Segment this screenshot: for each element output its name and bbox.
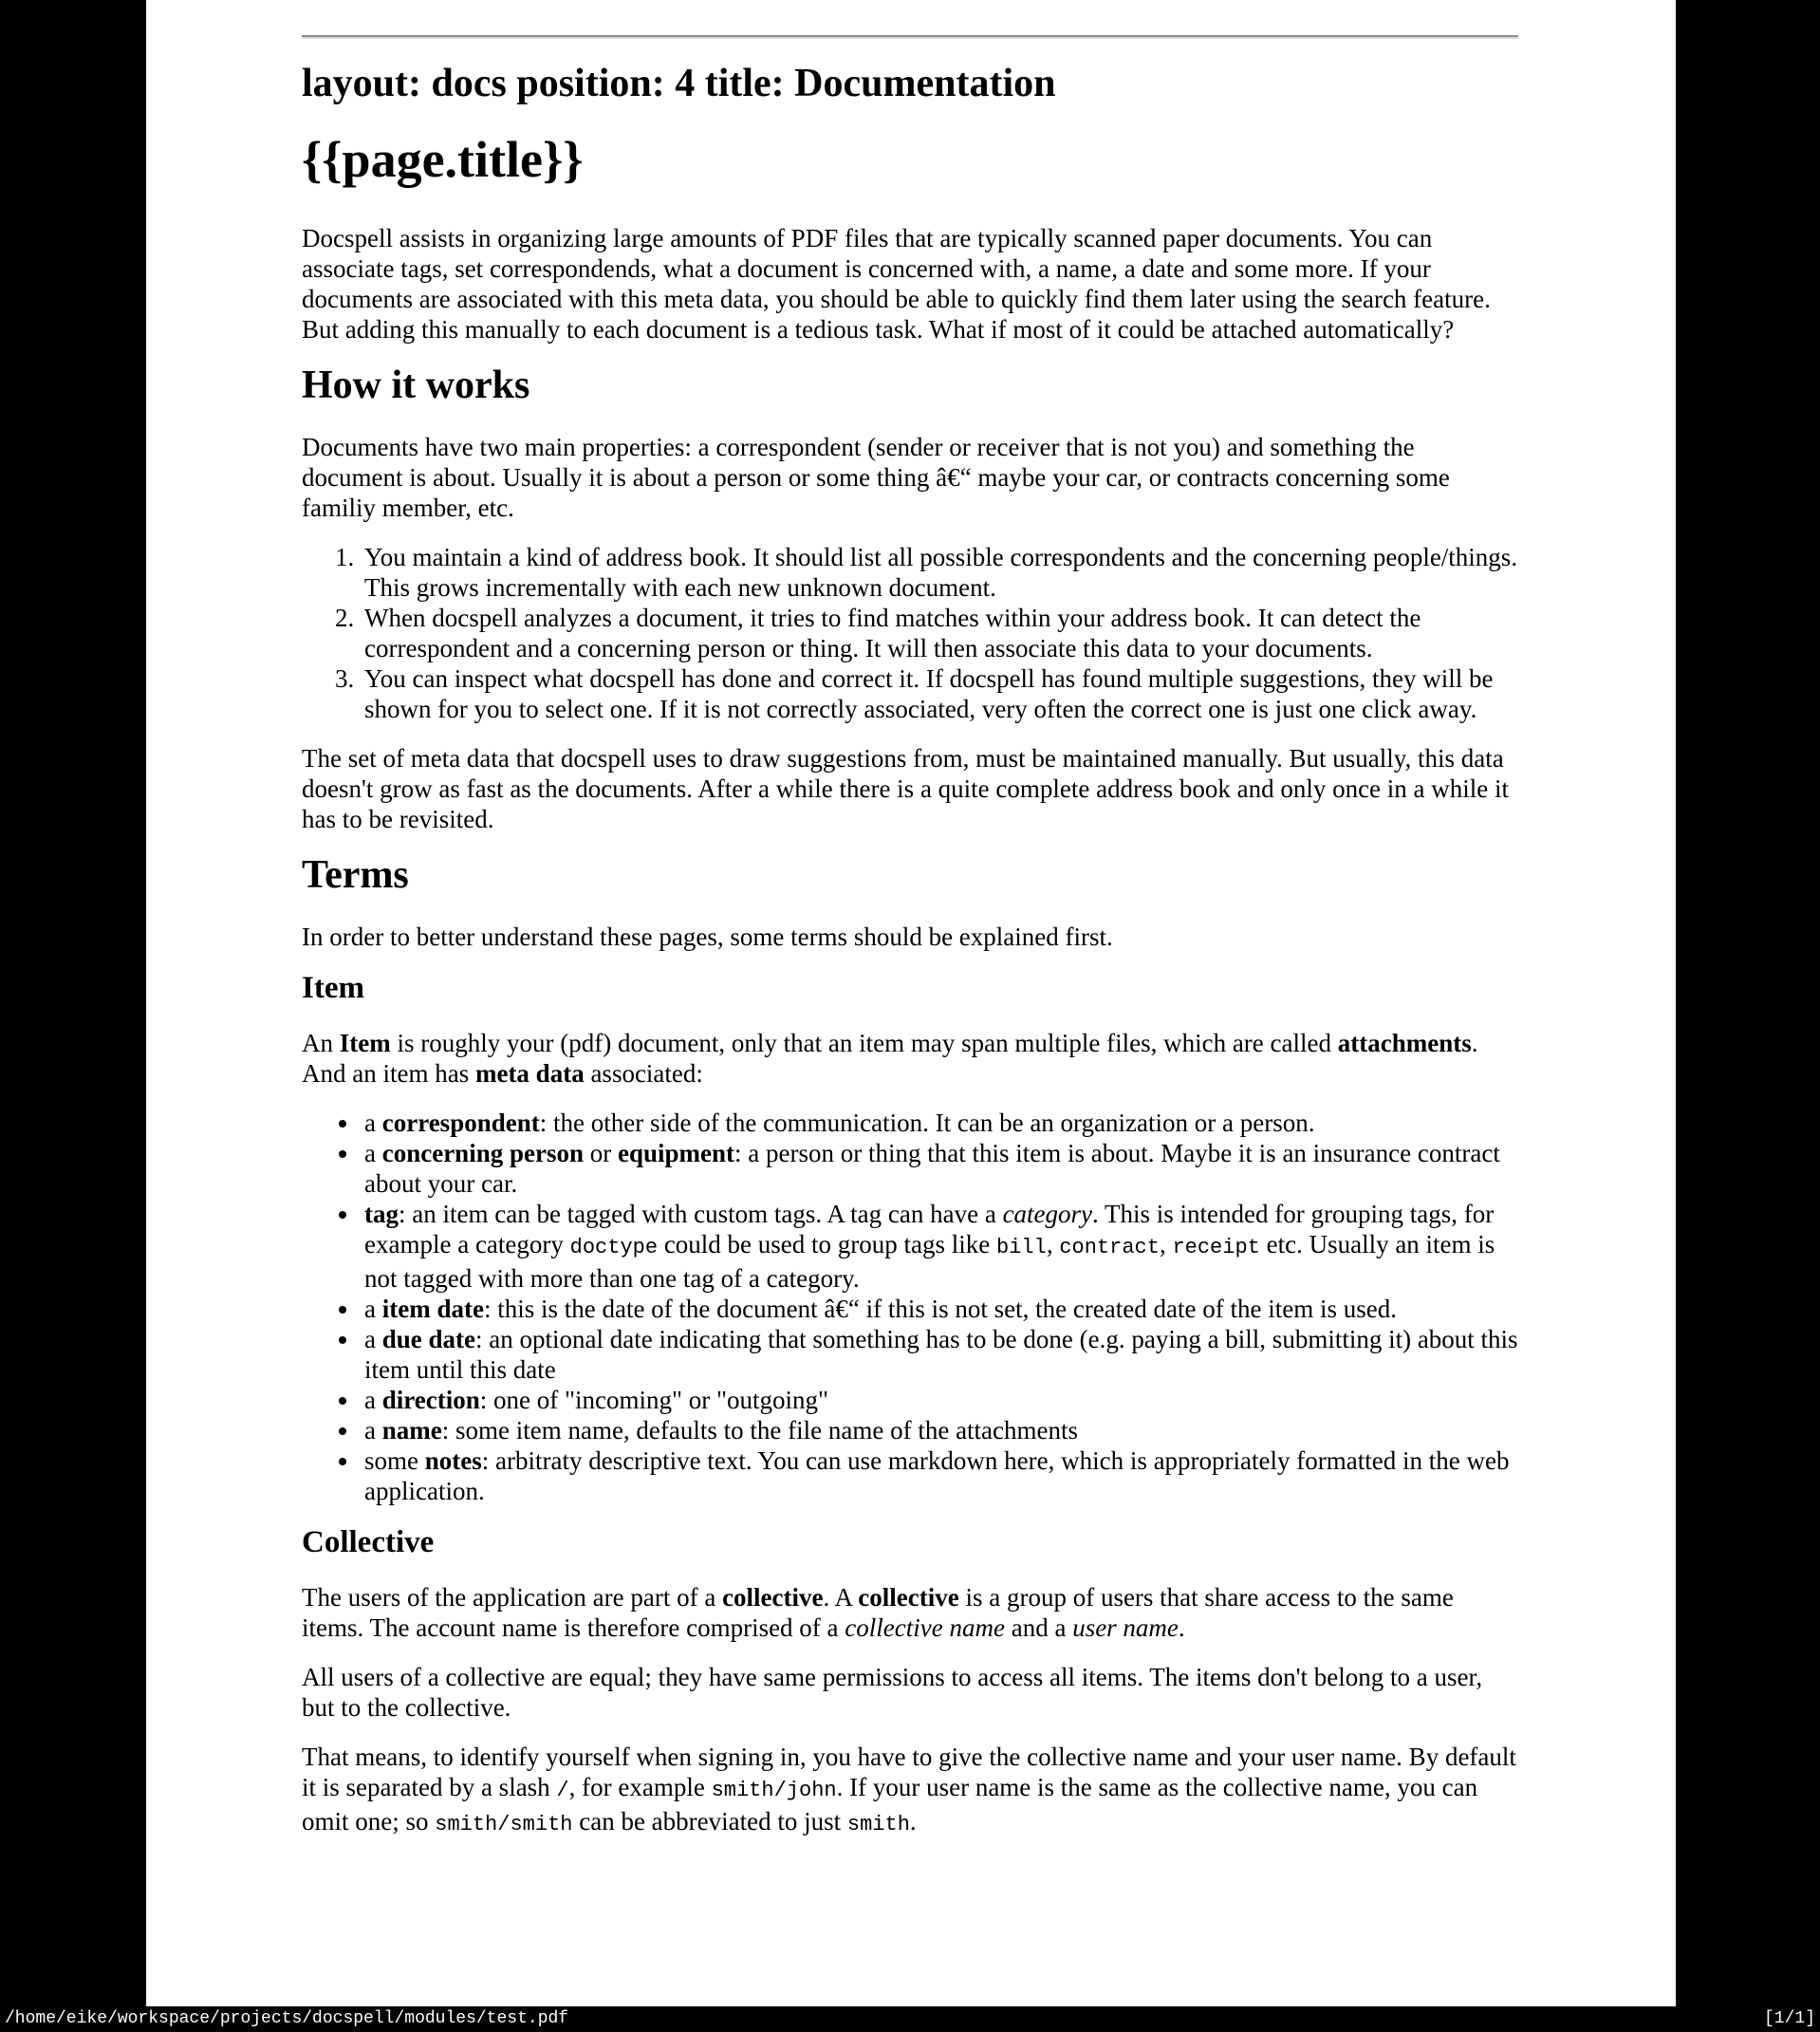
collective-paragraph-3: That means, to identify yourself when signing in, you have to give the collective name and your user name. By default it is separated by a slash /, for example smith/john. If your user name is the same as the collective name, you can omit one; so smith/smith can be abbreviated to just smith. (302, 1743, 1516, 1836)
item-heading: Item (302, 971, 364, 1005)
front-matter-rule (302, 35, 1518, 39)
step-item: 1. You maintain a kind of address book. It should list all possible correspondents and the concerning people/things. This grows incrementally with each new unknown document. (361, 542, 1518, 603)
item-property-item-date: • a item date: this is the date of the document â€“ if this is not set, the created date of the item is used. (361, 1294, 1518, 1324)
item-property-correspondent: • a correspondent: the other side of the communication. It can be an organization or a person. (361, 1108, 1518, 1138)
document-page (146, 0, 1676, 2006)
item-intro-paragraph: An Item is roughly your (pdf) document, only that an item may span multiple files, which are called attachments. And an item has meta data associated: (302, 1029, 1478, 1088)
collective-paragraph-2: All users of a collective are equal; they have same permissions to access all items. The items don't belong to a user, but to the collective. (302, 1663, 1483, 1722)
item-properties-list (302, 1108, 1518, 1506)
statusbar (0, 2006, 1820, 2032)
item-property-tag: • tag: an item can be tagged with custom tags. A tag can have a category. This is intended for grouping tags, for example a category doctype could be used to group tags like bill, contract, receipt etc. Usually an item is not tagged with more than one tag of a category. (361, 1199, 1518, 1294)
how-it-works-paragraph: Documents have two main properties: a correspondent (sender or receiver that is not you) and something the document is about. Usually it is about a person or some thing â€“ maybe your car, or contracts concerning some familiy member, etc. (302, 433, 1450, 522)
front-matter-heading: layout: docs position: 4 title: Documentation (302, 62, 1056, 105)
terms-heading: Terms (302, 853, 409, 897)
page-title: {{page.title}} (302, 131, 584, 188)
step-item: 2. When docspell analyzes a document, it tries to find matches within your address book. It can detect the correspondent and a concerning person or thing. It will then associate this data to your documents. (361, 603, 1518, 663)
intro-paragraph: Docspell assists in organizing large amounts of PDF files that are typically scanned paper documents. You can associate tags, set correspondends, what a document is concerned with, a name, a date and some more. If your documents are associated with this meta data, you should be able to quickly find them later using the search feature. But adding this manually to each document is a tedious task. What if most of it could be attached automatically? (302, 224, 1491, 344)
collective-paragraph-1: The users of the application are part of a collective. A collective is a group of users that share access to the same items. The account name is therefore comprised of a collective name and a user name. (302, 1583, 1454, 1642)
item-property-direction: • a direction: one of "incoming" or "outgoing" (361, 1385, 1518, 1415)
collective-heading: Collective (302, 1525, 435, 1559)
page-indicator: [1/1] (1763, 2009, 1815, 2028)
item-property-concerning-person: • a concerning person or equipment: a person or thing that this item is about. Maybe it is an insurance contract about your car. (361, 1138, 1518, 1199)
file-path: /home/eike/workspace/projects/docspell/modules/test.pdf (5, 2009, 569, 2028)
item-property-due-date: • a due date: an optional date indicating that something has to be done (e.g. paying a bill, submitting it) about this item until this date (361, 1324, 1518, 1385)
terms-intro-paragraph: In order to better understand these pages, some terms should be explained first. (302, 923, 1113, 951)
item-property-name: • a name: some item name, defaults to the file name of the attachments (361, 1415, 1518, 1445)
steps-list (302, 542, 1518, 724)
how-it-works-heading: How it works (302, 364, 530, 407)
item-property-notes: • some notes: arbitraty descriptive text. You can use markdown here, which is appropriately formatted in the web application. (361, 1445, 1518, 1506)
step-item: 3. You can inspect what docspell has done and correct it. If docspell has found multiple suggestions, they will be shown for you to select one. If it is not correctly associated, very often the correct one is just one click away. (361, 663, 1518, 724)
meta-data-paragraph: The set of meta data that docspell uses to draw suggestions from, must be maintained manually. But usually, this data doesn't grow as fast as the documents. After a while there is a quite complete address book and only once in a while it has to be revisited. (302, 744, 1510, 833)
